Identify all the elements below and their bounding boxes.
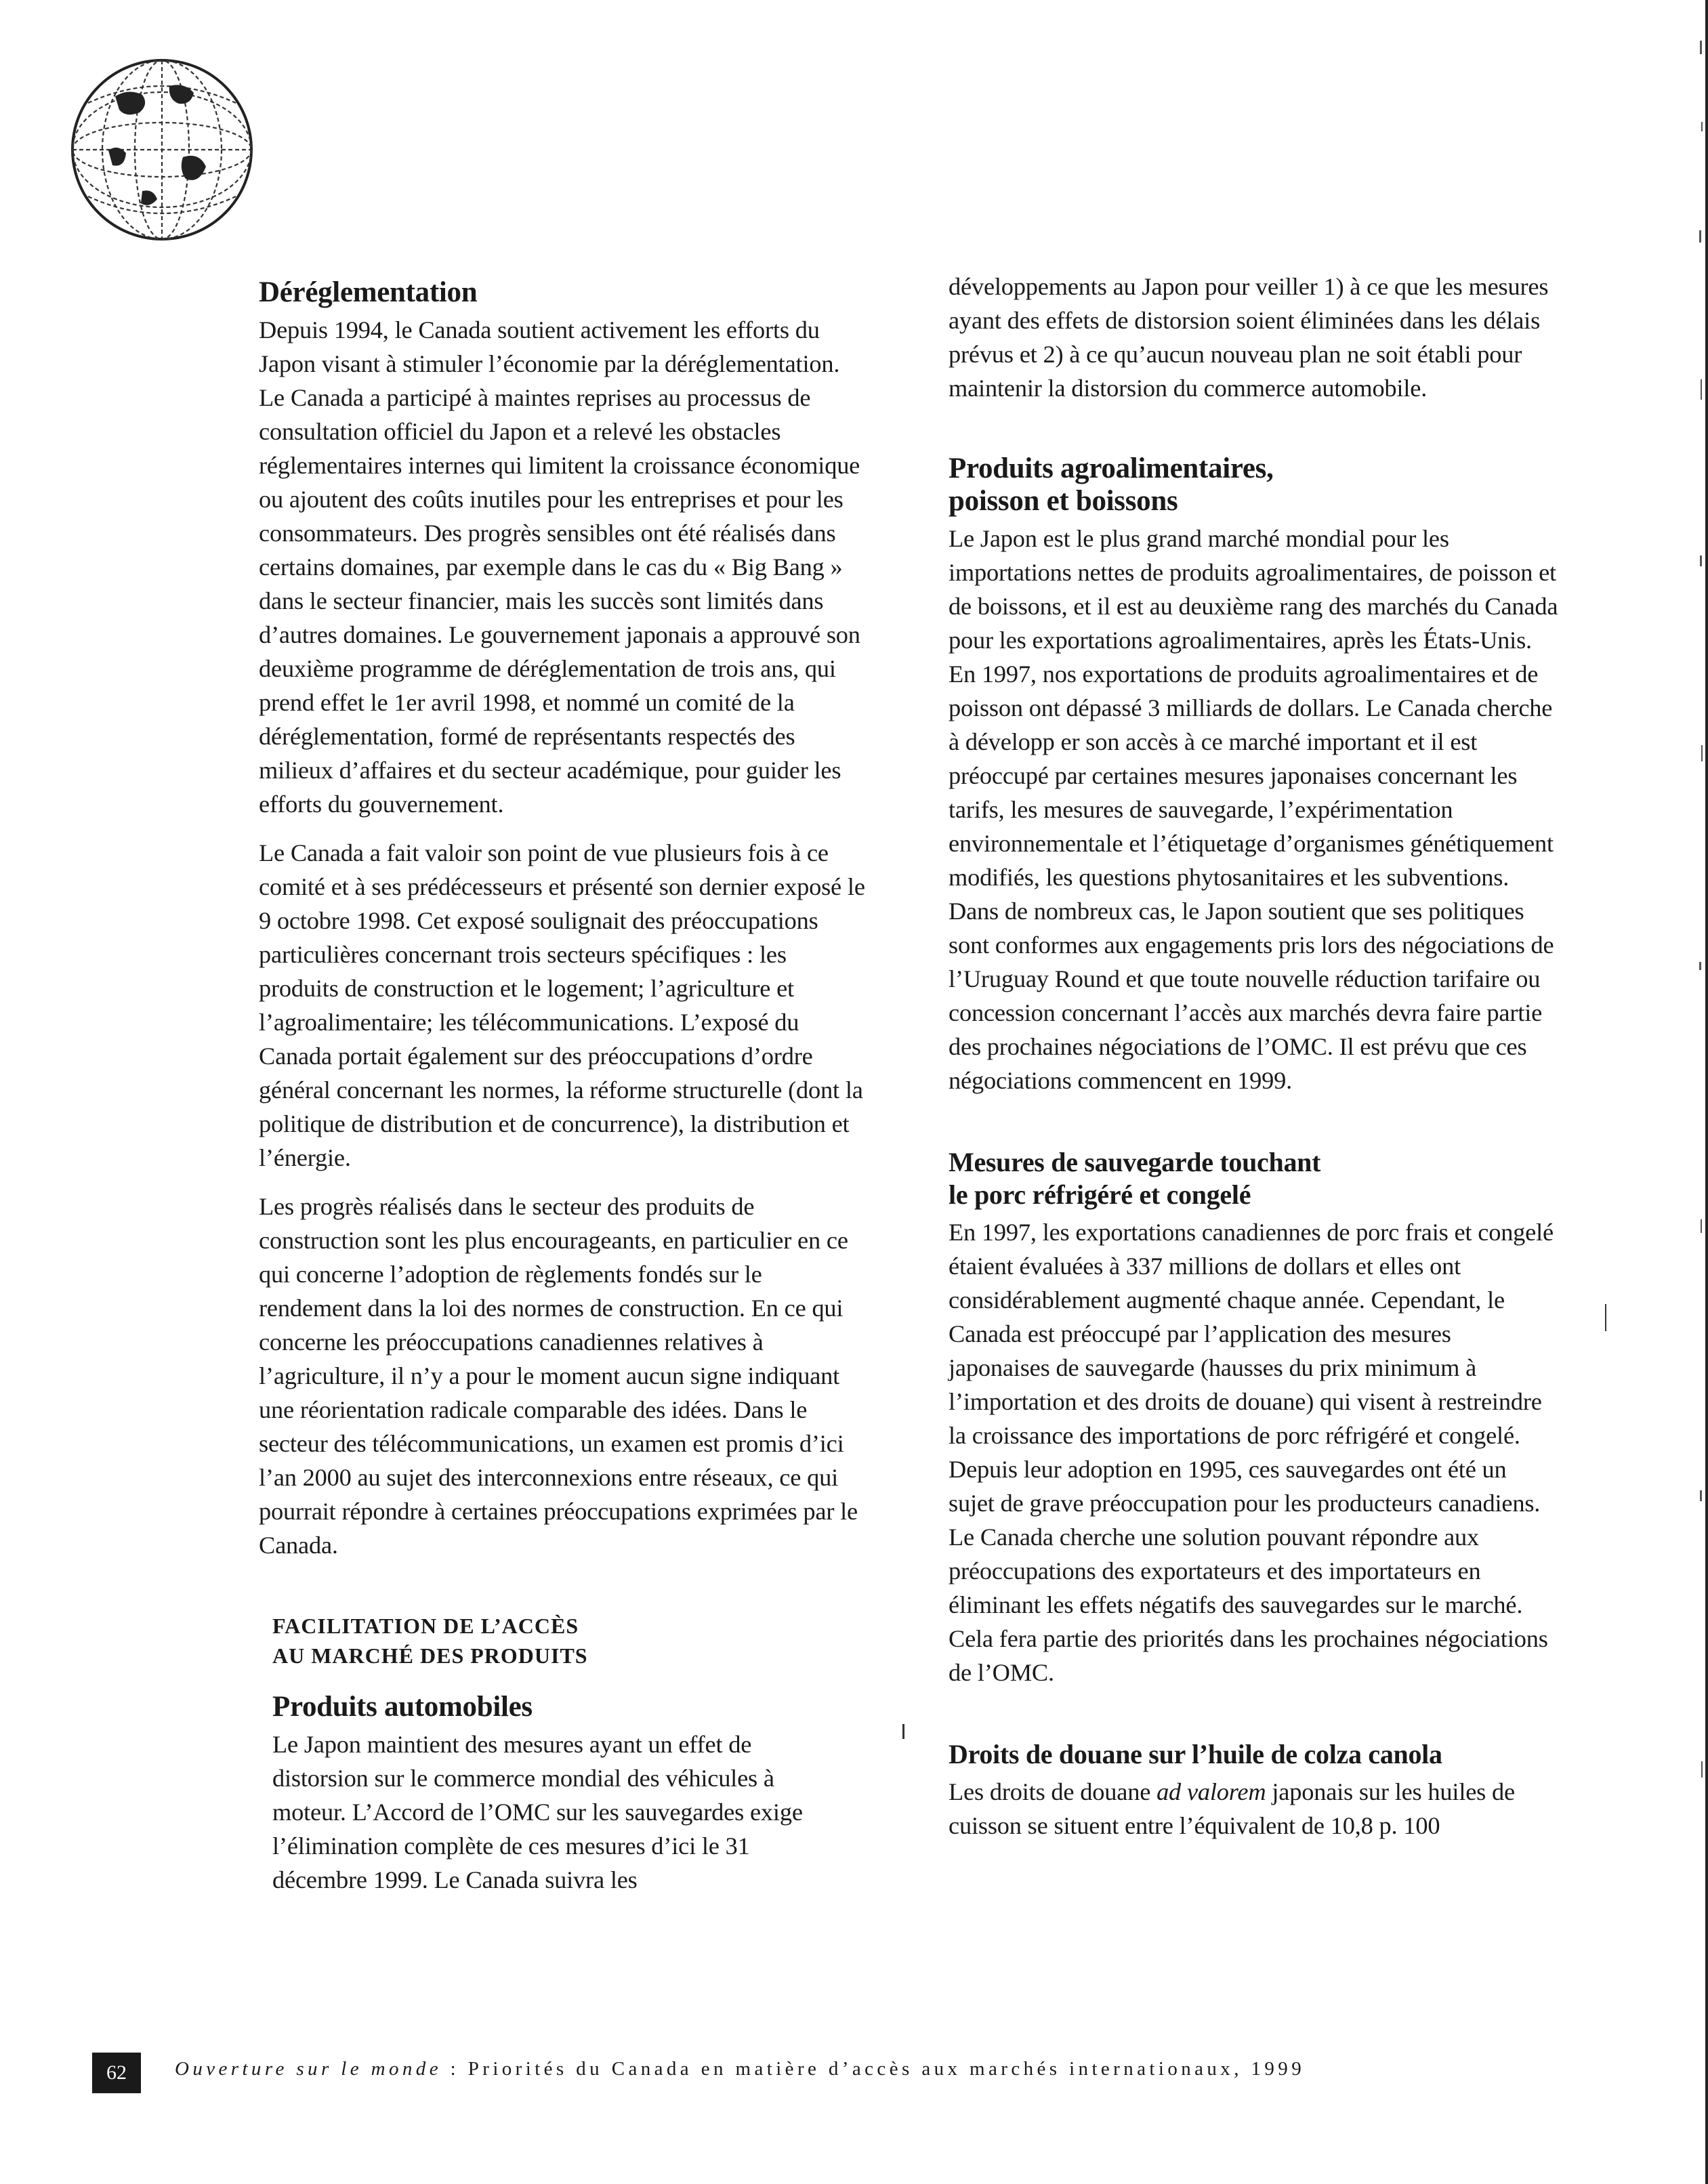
paragraph: Le Canada a fait valoir son point de vue plusieurs fois à ce comité et à ses prédécesseurs et présenté son dernier exposé le 9 octobre 1998. Cet exposé soulignait des préoccupations particulières concernant trois secteurs spécifiques : les produits de construction et le logement; l’agriculture et l’agroalimentaire; les télécommunications. L’exposé du Canada portait également sur des préoccupations d’ordre général concernant les normes, la réforme structurelle (dont la politique de distribution et de concurrence), la distribution et l’énergie. [259, 839, 865, 1171]
page-edge-shadow [1697, 0, 1708, 2184]
section-agro [949, 453, 1558, 1097]
major-section [259, 1611, 869, 1671]
section-canola [949, 1738, 1558, 1843]
heading-line: le porc réfrigéré et congelé [949, 1179, 1251, 1210]
major-heading-line: FACILITATION DE L’ACCÈS [272, 1614, 579, 1638]
section-heading: Déréglementation [259, 276, 478, 308]
right-column [949, 270, 1558, 1843]
paragraph: Depuis 1994, le Canada soutient activement les efforts du Japon visant à stimuler l’économie par la déréglementation. Le Canada a participé à maintes reprises au processus de consultation officiel du Japon et a relevé les obstacles réglementaires internes qui limitent la croissance économique ou ajoutent des coûts inutiles pour les entreprises et pour les consommateurs. Des progrès sensibles ont été réalisés dans certains domaines, par exemple dans le cas du « Big Bang » dans le secteur financier, mais les succès sont limités dans d’autres domaines. Le gouvernement japonais a approuvé son deuxième programme de déréglementation de trois ans, qui prend effet le 1er avril 1998, et nommé un comité de la déréglementation, formé de représentants respectés des milieux d’affaires et du secteur académique, pour guider les efforts du gouvernement. [259, 316, 860, 818]
paragraph: En 1997, les exportations canadiennes de porc frais et congelé étaient évaluées à 337 millions de dollars et elles ont considérablement augmenté chaque année. Cependant, le Canada est préoccupé par l’application des mesures japonaises de sauvegarde (hausses du prix minimum à l’importation et des droits de douane) qui visent à restreindre la croissance des importations de porc réfrigéré et congelé. Depuis leur adoption en 1995, ces sauvegardes ont été un sujet de grave préoccupation pour les producteurs canadiens. Le Canada cherche une solution pouvant répondre aux préoccupations des exportateurs et des importateurs en éliminant les effets négatifs des sauvegardes sur le marché. Cela fera partie des priorités dans les prochaines négociations de l’OMC. [949, 1219, 1554, 1686]
major-heading [272, 1611, 869, 1671]
scan-mark [1605, 1304, 1606, 1331]
left-column [259, 276, 869, 1897]
section-pork [949, 1146, 1558, 1689]
paragraph-text: japonais sur les huiles de cuisson se situent entre l’équivalent de 10,8 p. 100 [949, 1778, 1515, 1839]
major-heading-line: AU MARCHÉ DES PRODUITS [272, 1643, 588, 1668]
paragraph: Le Japon est le plus grand marché mondial pour les importations nettes de produits agroalimentaires, de poisson et de boissons, et il est au deuxième rang des marchés du Canada pour les exportations agroalimentaires, après les États-Unis. En 1997, nos exportations de produits agroalimentaires et de poisson ont dépassé 3 milliards de dollars. Le Canada cherche à développ er son accès à ce marché important et il est préoccupé par certaines mesures japonaises concernant les tarifs, les mesures de sauvegarde, l’expérimentation environnementale et l’étiquetage d’organismes génétiquement modifiés, les questions phytosanitaires et les subventions. Dans de nombreux cas, le Japon soutient que ses politiques sont conformes aux engagements pris lors des négociations de l’Uruguay Round et que toute nouvelle réduction tarifaire ou concession concernant l’accès aux marchés devra faire partie des prochaines négociations de l’OMC. Il est prévu que ces négociations commencent en 1999. [949, 525, 1558, 1094]
scan-mark [902, 1724, 904, 1739]
paragraph: développements au Japon pour veiller 1) à ce que les mesures ayant des effets de distorsion soient éliminées dans les délais prévus et 2) à ce qu’aucun nouveau plan ne soit établi pour maintenir la distorsion du commerce automobile. [949, 273, 1549, 402]
heading-line: Produits agroalimentaires, [949, 453, 1274, 484]
section-heading: Produits automobiles [272, 1691, 533, 1723]
section-heading [949, 453, 1558, 518]
section-heading: Droits de douane sur l’huile de colza canola [949, 1739, 1442, 1769]
section-dereglementation [259, 276, 869, 1562]
paragraph-italic: ad valorem [1157, 1778, 1266, 1805]
paragraph [949, 1775, 1558, 1843]
paragraph: Le Japon maintient des mesures ayant un effet de distorsion sur le commerce mondial des véhicules à moteur. L’Accord de l’OMC sur les sauvegardes exige l’élimination complète de ces mesures d’ici le 31 décembre 1999. Le Canada suivra les [272, 1731, 803, 1893]
paragraph: Les progrès réalisés dans le secteur des produits de construction sont les plus encourageants, en particulier en ce qui concerne l’adoption de règlements fondés sur le rendement dans la loi des normes de construction. En ce qui concerne les préoccupations canadiennes relatives à l’agriculture, il n’y a pour le moment aucun signe indiquant une réorientation radicale comparable des idées. Dans le secteur des télécommunications, un examen est promis d’ici l’an 2000 au sujet des interconnexions entre réseaux, ce qui pourrait répondre à certaines préoccupations exprimées par le Canada. [259, 1193, 858, 1559]
footer-title [175, 2058, 1305, 2080]
footer-title-italic: Ouverture sur le monde [175, 2058, 442, 2080]
globe-icon [68, 56, 256, 244]
paragraph-text: Les droits de douane [949, 1778, 1157, 1805]
heading-line: Mesures de sauvegarde touchant [949, 1147, 1321, 1177]
footer-title-rest: : Priorités du Canada en matière d’accès aux marchés internationaux, 1999 [441, 2058, 1306, 2080]
footer [0, 2053, 1708, 2093]
section-auto [259, 1691, 869, 1897]
page-number: 62 [92, 2053, 141, 2093]
section-heading [949, 1146, 1558, 1211]
heading-line: poisson et boissons [949, 485, 1178, 517]
